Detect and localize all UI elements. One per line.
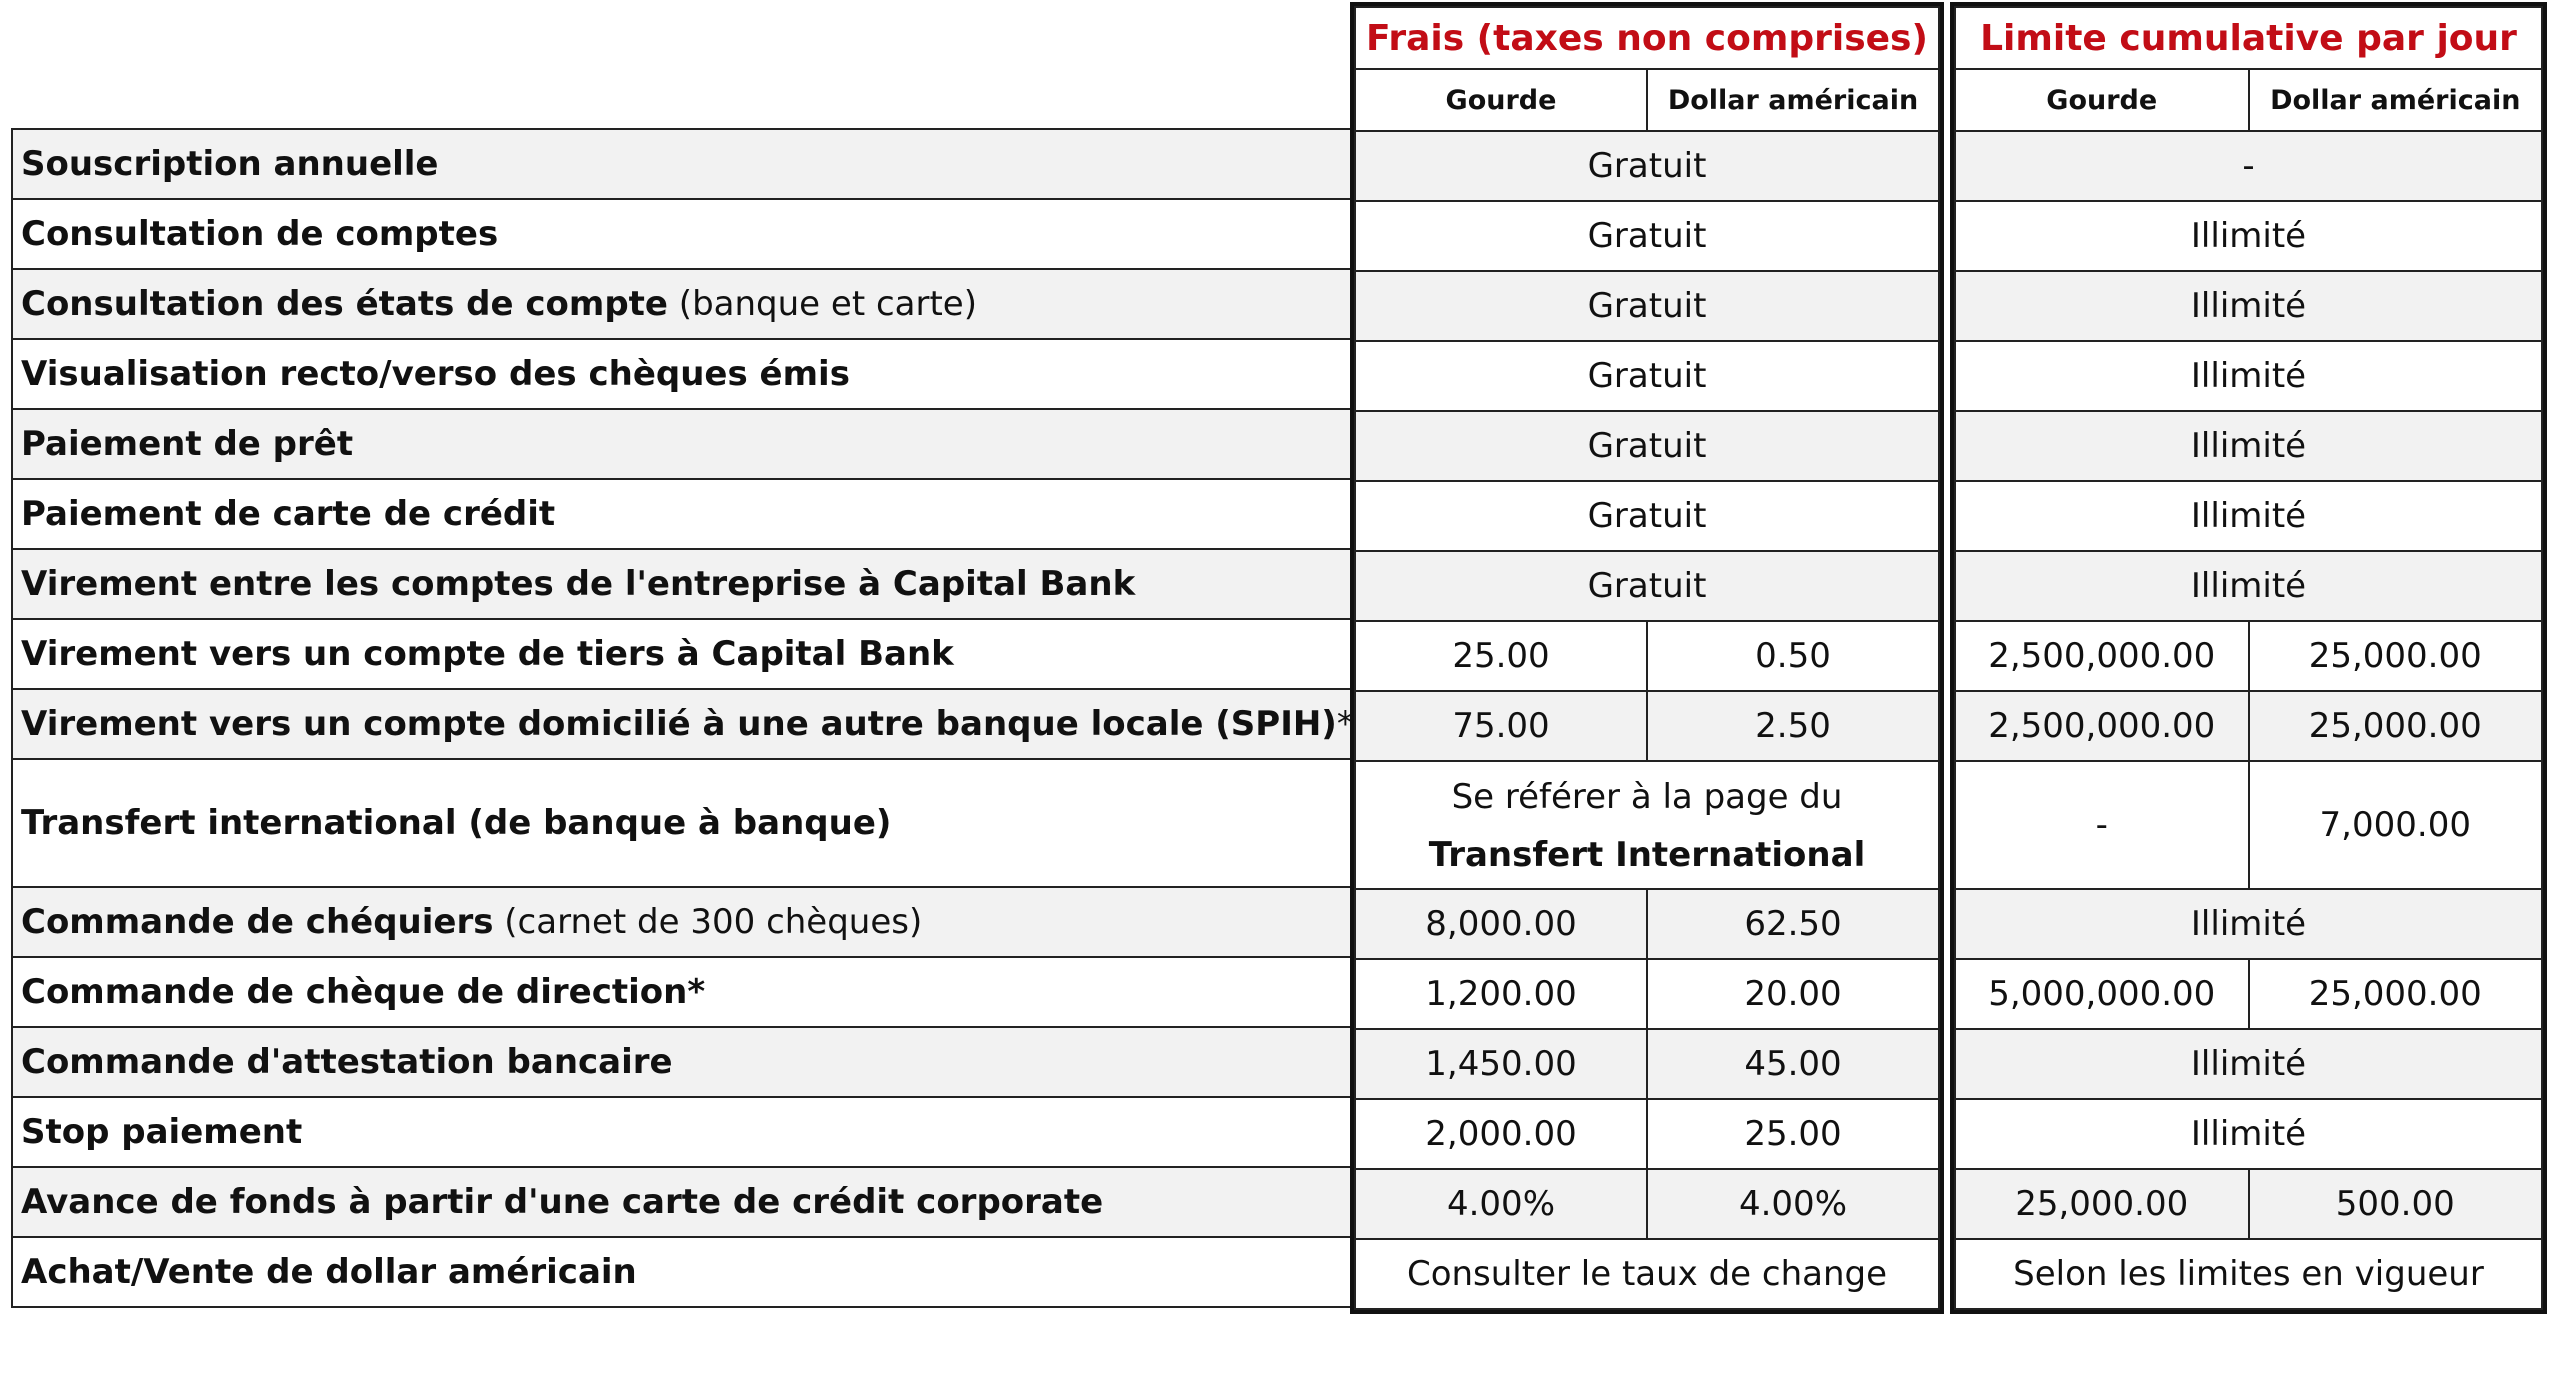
row-label: Consultation des états de compte (banque et carte) (12, 269, 1355, 339)
limit-cell: Selon les limites en vigueur (1955, 1239, 2542, 1309)
row-label: Avance de fonds à partir d'une carte de crédit corporate (12, 1167, 1355, 1237)
limit-cell: Illimité (1955, 551, 2542, 621)
limit-cell-htg: 25,000.00 (1955, 1169, 2249, 1239)
row-consultation-comptes (12, 199, 1355, 269)
fee-cell: Gratuit (1355, 411, 1939, 481)
row-etats-compte (12, 269, 1355, 339)
fees-block (1350, 2, 1944, 1314)
row-stop-paiement (12, 1097, 1355, 1167)
limit-title: Limite cumulative par jour (1955, 7, 2542, 69)
fee-cell-usd: 25.00 (1647, 1099, 1939, 1169)
limit-cell-usd: 25,000.00 (2249, 691, 2543, 761)
row-label: Stop paiement (12, 1097, 1355, 1167)
fee-cell-usd: 4.00% (1647, 1169, 1939, 1239)
limit-cell: Illimité (1955, 411, 2542, 481)
fee-cell: Gratuit (1355, 481, 1939, 551)
limit-cell: Illimité (1955, 889, 2542, 959)
fee-cell-usd: 45.00 (1647, 1029, 1939, 1099)
row-virement-tiers (12, 619, 1355, 689)
limit-cell: Illimité (1955, 481, 2542, 551)
row-visualisation-cheques (12, 339, 1355, 409)
limit-gourde-header: Gourde (1955, 69, 2249, 131)
row-label: Transfert international (de banque à banque) (12, 759, 1355, 887)
limit-cell: Illimité (1955, 1029, 2542, 1099)
limit-cell: - (1955, 131, 2542, 201)
row-paiement-pret (12, 409, 1355, 479)
row-label: Commande d'attestation bancaire (12, 1027, 1355, 1097)
row-label: Achat/Vente de dollar américain (12, 1237, 1355, 1307)
fee-cell-usd: 0.50 (1647, 621, 1939, 691)
fee-cell-htg: 1,200.00 (1355, 959, 1647, 1029)
international-ref-link: Transfert International (1428, 835, 1866, 875)
fee-cell: Consulter le taux de change (1355, 1239, 1939, 1309)
row-label: Consultation de comptes (12, 199, 1355, 269)
limit-usd-header: Dollar américain (2249, 69, 2543, 131)
limit-cell-usd: 500.00 (2249, 1169, 2543, 1239)
fee-cell-htg: 4.00% (1355, 1169, 1647, 1239)
fee-cell: Gratuit (1355, 201, 1939, 271)
fee-cell-htg: 1,450.00 (1355, 1029, 1647, 1099)
row-label: Paiement de prêt (12, 409, 1355, 479)
limit-cell-htg: 5,000,000.00 (1955, 959, 2249, 1029)
row-label: Commande de chèque de direction* (12, 957, 1355, 1027)
limit-cell: Illimité (1955, 1099, 2542, 1169)
row-attestation (12, 1027, 1355, 1097)
fee-cell: Gratuit (1355, 341, 1939, 411)
row-label: Paiement de carte de crédit (12, 479, 1355, 549)
fee-cell-usd: 20.00 (1647, 959, 1939, 1029)
row-transfert-international (12, 759, 1355, 887)
fee-cell: Gratuit (1355, 131, 1939, 201)
limit-cell: Illimité (1955, 201, 2542, 271)
row-virement-interne (12, 549, 1355, 619)
limit-cell: Illimité (1955, 341, 2542, 411)
limit-block (1950, 2, 2547, 1314)
service-labels-table (11, 128, 1356, 1308)
limit-cell-usd: 7,000.00 (2249, 761, 2543, 889)
row-label: Visualisation recto/verso des chèques émis (12, 339, 1355, 409)
row-virement-spih (12, 689, 1355, 759)
fee-cell: Gratuit (1355, 551, 1939, 621)
row-cheque-direction (12, 957, 1355, 1027)
fees-usd-header: Dollar américain (1647, 69, 1939, 131)
fee-cell: Gratuit (1355, 271, 1939, 341)
limit-cell-usd: 25,000.00 (2249, 959, 2543, 1029)
fee-cell-htg: 25.00 (1355, 621, 1647, 691)
row-label: Commande de chéquiers (carnet de 300 chèques) (12, 887, 1355, 957)
row-label: Virement vers un compte de tiers à Capital Bank (12, 619, 1355, 689)
fees-title: Frais (taxes non comprises) (1355, 7, 1939, 69)
row-paiement-carte (12, 479, 1355, 549)
row-souscription (12, 129, 1355, 199)
fee-cell-htg: 2,000.00 (1355, 1099, 1647, 1169)
row-label: Souscription annuelle (12, 129, 1355, 199)
row-label: Virement vers un compte domicilié à une autre banque locale (SPIH)* (12, 689, 1355, 759)
limit-cell-usd: 25,000.00 (2249, 621, 2543, 691)
fees-table (1354, 6, 1940, 1310)
international-ref-text: Se référer à la page du (1451, 777, 1843, 817)
fee-cell-usd: 62.50 (1647, 889, 1939, 959)
row-label: Virement entre les comptes de l'entreprise à Capital Bank (12, 549, 1355, 619)
row-chequiers (12, 887, 1355, 957)
fee-cell-usd: 2.50 (1647, 691, 1939, 761)
limit-cell-htg: 2,500,000.00 (1955, 691, 2249, 761)
fees-gourde-header: Gourde (1355, 69, 1647, 131)
fee-cell-htg: 8,000.00 (1355, 889, 1647, 959)
row-avance-fonds (12, 1167, 1355, 1237)
fee-cell-htg: 75.00 (1355, 691, 1647, 761)
limit-cell-htg: - (1955, 761, 2249, 889)
limit-cell: Illimité (1955, 271, 2542, 341)
fee-cell-international (1355, 761, 1939, 889)
limit-table (1954, 6, 2543, 1310)
row-achat-vente (12, 1237, 1355, 1307)
limit-cell-htg: 2,500,000.00 (1955, 621, 2249, 691)
